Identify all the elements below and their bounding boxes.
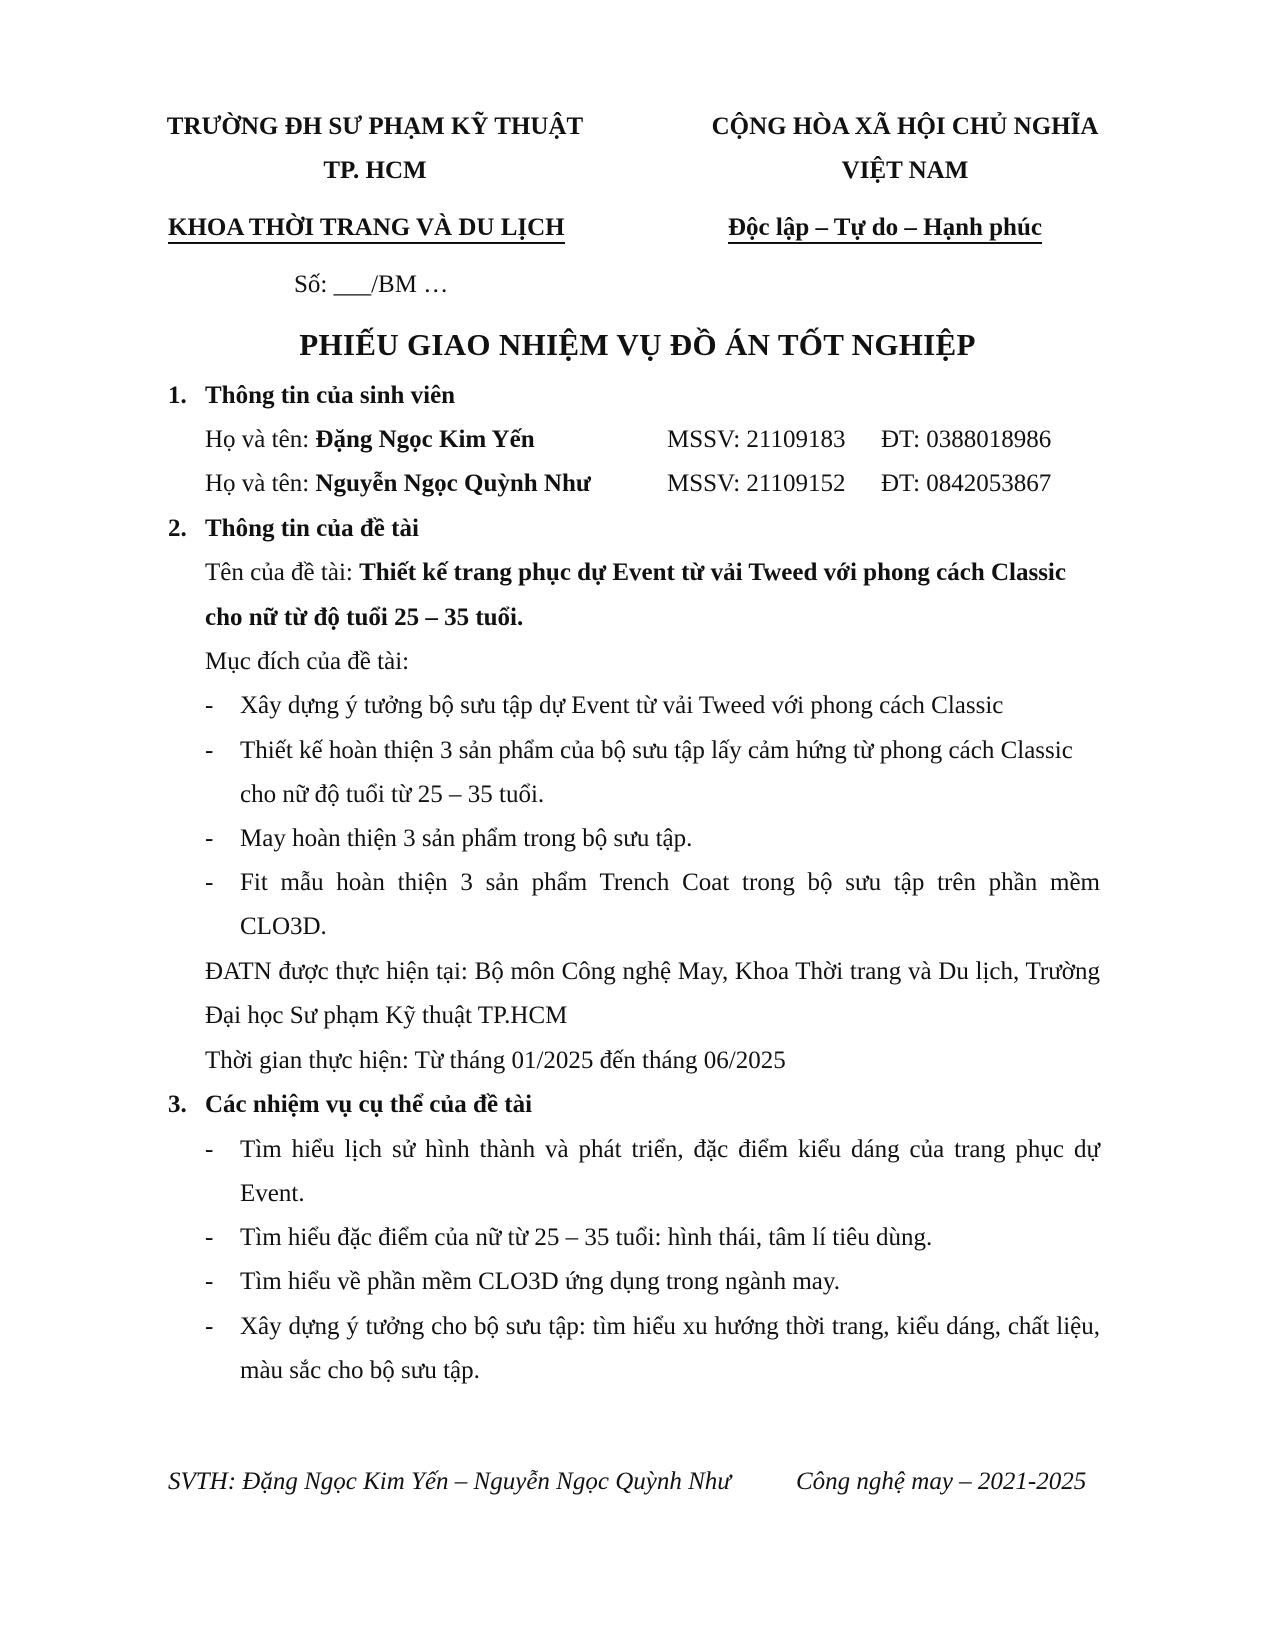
page-title: PHIẾU GIAO NHIỆM VỤ ĐỒ ÁN TỐT NGHIỆP xyxy=(299,327,976,362)
motto xyxy=(728,214,1042,242)
student-name-label: Họ và tên: xyxy=(205,470,316,497)
country-name-line2: VIỆT NAM xyxy=(841,157,969,184)
section3-heading: Các nhiệm vụ cụ thể của đề tài xyxy=(205,1091,533,1118)
topic-title-part1: Thiết kế trang phục dự Event từ vải Tweed với phong cách Classic xyxy=(359,559,1066,586)
task-item-cont: màu sắc cho bộ sưu tập. xyxy=(240,1357,480,1384)
purpose-item-cont: CLO3D. xyxy=(240,913,327,940)
task-item-cont: Event. xyxy=(240,1180,305,1207)
purpose-label: Mục đích của đề tài: xyxy=(205,648,410,675)
bullet-dash: - xyxy=(205,737,214,764)
faculty-name xyxy=(168,214,565,242)
location-line1: ĐATN được thực hiện tại: Bộ môn Công nghệ May, Khoa Thời trang và Du lịch, Trường xyxy=(205,958,1100,985)
student-row xyxy=(205,426,535,454)
topic-label: Tên của đề tài: xyxy=(205,559,360,586)
time-line: Thời gian thực hiện: Từ tháng 01/2025 đến tháng 06/2025 xyxy=(205,1047,786,1074)
student-row xyxy=(205,470,591,498)
footer-program: Công nghệ may – 2021-2025 xyxy=(796,1468,1087,1495)
student-phone: ĐT: 0388018986 xyxy=(881,426,1052,453)
bullet-dash: - xyxy=(205,869,214,896)
purpose-item: May hoàn thiện 3 sản phẩm trong bộ sưu tập. xyxy=(240,825,693,852)
section1-heading: Thông tin của sinh viên xyxy=(205,382,456,409)
task-item: Tìm hiểu đặc điểm của nữ từ 25 – 35 tuổi: hình thái, tâm lí tiêu dùng. xyxy=(240,1224,933,1251)
bullet-dash: - xyxy=(205,1268,214,1295)
location-line2: Đại học Sư phạm Kỹ thuật TP.HCM xyxy=(205,1002,568,1029)
student-mssv: MSSV: 21109152 xyxy=(667,470,846,497)
bullet-dash: - xyxy=(205,692,214,719)
task-item: Tìm hiểu lịch sử hình thành và phát triển, đặc điểm kiểu dáng của trang phục dự xyxy=(240,1136,1100,1163)
task-item: Tìm hiểu về phần mềm CLO3D ứng dụng trong ngành may. xyxy=(240,1268,841,1295)
section2-number: 2. xyxy=(168,515,187,542)
document-number: Số: ___/BM … xyxy=(294,271,449,298)
bullet-dash: - xyxy=(205,825,214,852)
purpose-item: Xây dựng ý tưởng bộ sưu tập dự Event từ vải Tweed với phong cách Classic xyxy=(240,692,1004,719)
faculty-name-text: KHOA THỜI TRANG VÀ DU LỊCH xyxy=(168,214,565,244)
motto-text: Độc lập – Tự do – Hạnh phúc xyxy=(728,214,1042,244)
purpose-item-cont: cho nữ độ tuổi từ 25 – 35 tuổi. xyxy=(240,781,545,808)
topic-title-part2: cho nữ từ độ tuổi 25 – 35 tuổi. xyxy=(205,604,524,631)
bullet-dash: - xyxy=(205,1313,214,1340)
country-name-line1: CỘNG HÒA XÃ HỘI CHỦ NGHĨA xyxy=(711,113,1099,140)
footer-authors: SVTH: Đặng Ngọc Kim Yến – Nguyễn Ngọc Quỳnh Như xyxy=(168,1468,731,1495)
bullet-dash: - xyxy=(205,1136,214,1163)
topic-line1 xyxy=(205,559,1066,587)
bullet-dash: - xyxy=(205,1224,214,1251)
section1-number: 1. xyxy=(168,382,187,409)
task-item: Xây dựng ý tưởng cho bộ sưu tập: tìm hiểu xu hướng thời trang, kiểu dáng, chất liệu, xyxy=(240,1313,1100,1340)
student-mssv: MSSV: 21109183 xyxy=(667,426,846,453)
student-name: Đặng Ngọc Kim Yến xyxy=(315,426,535,453)
school-name-line2: TP. HCM xyxy=(323,157,427,184)
purpose-item: Fit mẫu hoàn thiện 3 sản phẩm Trench Coat trong bộ sưu tập trên phần mềm xyxy=(240,869,1100,896)
section2-heading: Thông tin của đề tài xyxy=(205,515,419,542)
student-name-label: Họ và tên: xyxy=(205,426,316,453)
student-name: Nguyễn Ngọc Quỳnh Như xyxy=(315,470,591,497)
student-phone: ĐT: 0842053867 xyxy=(881,470,1052,497)
section3-number: 3. xyxy=(168,1091,187,1118)
purpose-item: Thiết kế hoàn thiện 3 sản phẩm của bộ sưu tập lấy cảm hứng từ phong cách Classic xyxy=(240,737,1073,764)
school-name-line1: TRƯỜNG ĐH SƯ PHẠM KỸ THUẬT xyxy=(166,113,584,140)
